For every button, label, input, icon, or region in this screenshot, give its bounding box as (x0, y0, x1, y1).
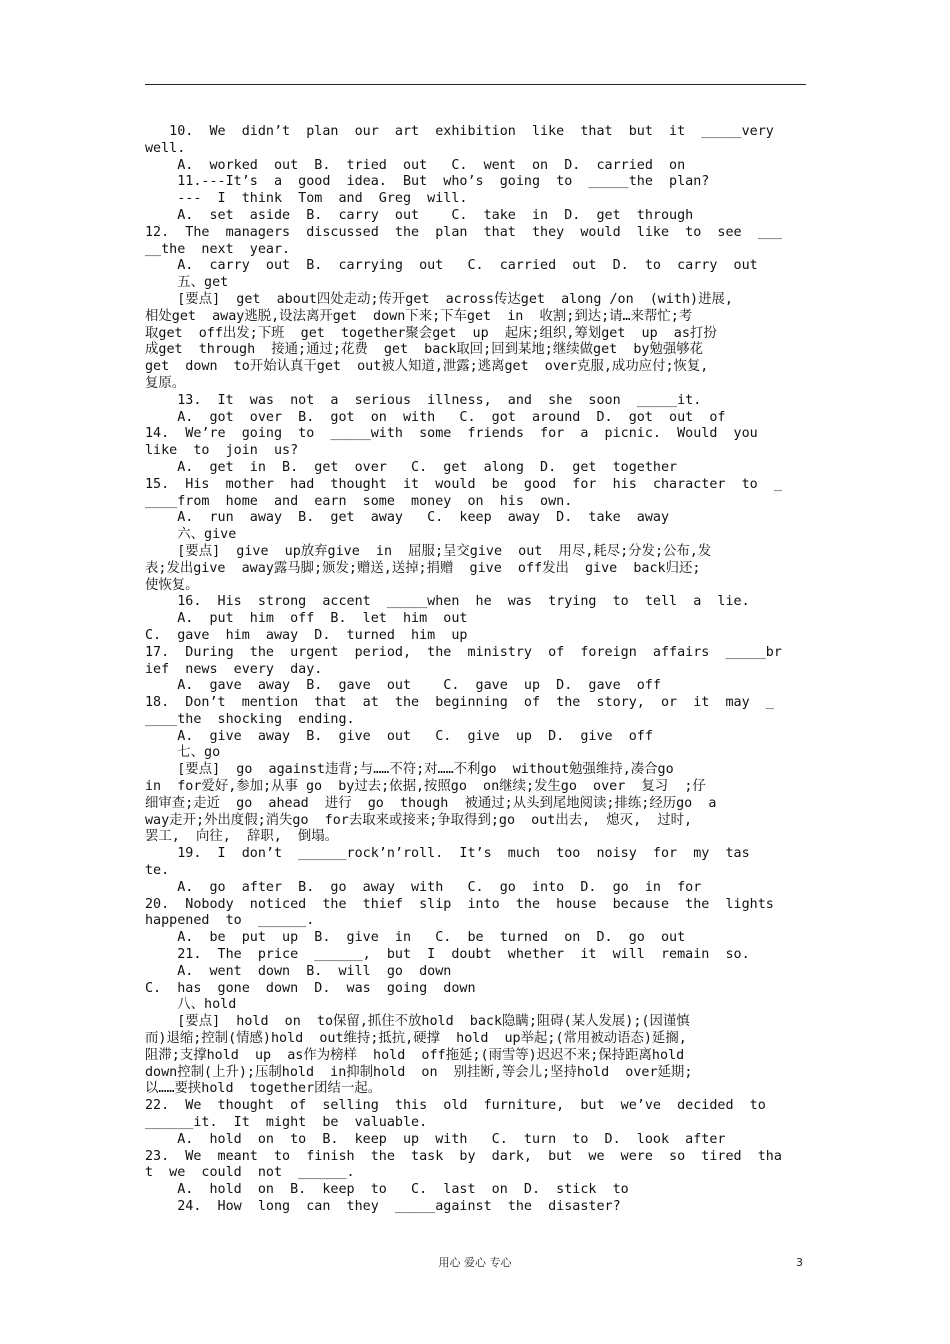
text-line: 六、give (145, 527, 237, 543)
footer-text: 用心 爱心 专心 (438, 1256, 512, 1269)
text-line: down控制(上升);压制hold in抑制hold on 别挂断,等会儿;坚持hold over延期; (145, 1064, 693, 1080)
text-line: 23. We meant to finish the task by dark, but we were so tired tha (145, 1148, 782, 1164)
text-line: in for爱好,参加;从事 go by过去;依据,按照go on继续;发生go over 复习 ;仔 (145, 779, 706, 795)
text-line: 复原。 (145, 375, 186, 391)
text-line: [要点] give up放弃give in 屈服;呈交give out 用尽,耗尽;分发;公布,发 (145, 543, 712, 559)
text-line: 24. How long can they _____against the disaster? (145, 1199, 621, 1214)
text-line: 21. The price ______, but I doubt whether it will remain so. (145, 947, 750, 963)
text-line: 取get off出发;下班 get together聚会get up 起床;组织,筹划get up as打扮 (145, 325, 717, 341)
text-line: A. give away B. give out C. give up D. give off (145, 728, 653, 744)
text-line: 以……要挟hold together团结一起。 (145, 1081, 382, 1097)
text-line: A. get in B. get over C. get along D. get together (145, 459, 678, 475)
text-line: 18. Don’t mention that at the beginning of the story, or it may _ (145, 695, 774, 711)
text-line: 11.---It’s a good idea. But who’s going to _____the plan? (145, 174, 710, 190)
text-line: 八、hold (145, 997, 237, 1013)
text-line: happened to ______. (145, 913, 315, 929)
text-line: 20. Nobody noticed the thief slip into the house because the lights (145, 896, 774, 912)
text-line: A. gave away B. gave out C. gave up D. gave off (145, 678, 661, 694)
text-line: 15. His mother had thought it would be good for his character to _ (145, 476, 782, 492)
text-line: t we could not ______. (145, 1165, 355, 1181)
text-line: 七、go (145, 745, 221, 761)
text-line: 16. His strong accent _____when he was trying to tell a lie. (145, 594, 750, 610)
text-line: 而)退缩;控制(情感)hold out维持;抵抗,硬撑 hold up举起;(常用被动语态)延搁, (145, 1031, 687, 1047)
text-line: A. put him off B. let him out (145, 611, 468, 627)
header-rule (145, 84, 806, 85)
text-line: 17. During the urgent period, the ministry of foreign affairs _____br (145, 644, 782, 660)
text-line: A. got over B. got on with C. got around D. got out of (145, 409, 726, 425)
text-line: [要点] go against违背;与……不符;对……不利go without勉强维持,凑合go (145, 762, 674, 778)
text-line: 22. We thought of selling this old furniture, but we’ve decided to (145, 1098, 766, 1114)
text-line: 14. We’re going to _____with some friends for a picnic. Would you (145, 426, 758, 442)
text-line: get down to开始认真干get out被人知道,泄露;逃离get over克服,成功应付;恢复, (145, 359, 709, 375)
text-line: 使恢复。 (145, 577, 199, 593)
text-line: A. went down B. will go down (145, 963, 452, 979)
text-line: --- I think Tom and Greg will. (145, 191, 468, 207)
page-footer (0, 1255, 950, 1271)
text-line: [要点] hold on to保留,抓住不放hold back隐瞒;阻碍(某人发展);(因谨慎 (145, 1014, 690, 1030)
text-line: 相处get away逃脱,设法离开get down下来;下车get in 收割;到达;请…来帮忙;考 (145, 308, 693, 324)
text-line: A. hold on B. keep to C. last on D. stick to (145, 1182, 629, 1198)
text-line: well. (145, 140, 186, 156)
text-line: te. (145, 863, 170, 879)
text-line: ______it. It might be valuable. (145, 1115, 428, 1131)
text-line: A. be put up B. give in C. be turned on D. go out (145, 930, 686, 946)
page-number: 3 (796, 1256, 803, 1269)
text-line: A. hold on to B. keep up with C. turn to D. look after (145, 1131, 726, 1147)
text-line: like to join us? (145, 443, 299, 459)
text-line: ____from home and earn some money on his own. (145, 493, 573, 509)
text-line: 细审查;走近 go ahead 进行 go though 被通过;从头到尾地阅读;排练;经历go a (145, 795, 717, 811)
text-line: 阻滞;支撑hold up as作为榜样 hold off拖延;(雨雪等)迟迟不来;保持距离hold (145, 1047, 685, 1063)
text-line: 表;发出give away露马脚;颁发;赠送,送掉;捐赠 give off发出 give back归还; (145, 560, 701, 576)
text-line: A. carry out B. carrying out C. carried out D. to carry out (145, 258, 758, 274)
text-line: A. worked out B. tried out C. went on D. carried on (145, 157, 686, 173)
text-line: A. set aside B. carry out C. take in D. get through (145, 207, 694, 223)
page-body (145, 124, 813, 1216)
text-line: 10. We didn’t plan our art exhibition like that but it _____very (145, 124, 774, 139)
text-line: A. run away B. get away C. keep away D. take away (145, 510, 670, 526)
text-line: A. go after B. go away with C. go into D. go in for (145, 879, 702, 895)
text-line: 五、get (145, 275, 229, 291)
text-line: 19. I don’t ______rock’n’roll. It’s much too noisy for my tas (145, 846, 750, 862)
text-line: C. gave him away D. turned him up (145, 627, 468, 643)
text-line: ief news every day. (145, 661, 323, 677)
text-line: ____the shocking ending. (145, 711, 355, 727)
text-line: 13. It was not a serious illness, and she soon _____it. (145, 392, 702, 408)
text-line: way走开;外出度假;消失go for去取来或接来;争取得到;go out出去, 熄灭, 过时, (145, 812, 693, 828)
text-line: 罢工, 向往, 辞职, 倒塌。 (145, 829, 339, 845)
text-line: 12. The managers discussed the plan that they would like to see ___ (145, 224, 782, 240)
text-line: 成get through 接通;通过;花费 get back取回;回到某地;继续做get by勉强够花 (145, 342, 704, 358)
text-line: C. has gone down D. was going down (145, 980, 476, 996)
text-line: __the next year. (145, 241, 291, 257)
text-line: [要点] get about四处走动;传开get across传达get along /on (with)进展, (145, 291, 733, 307)
